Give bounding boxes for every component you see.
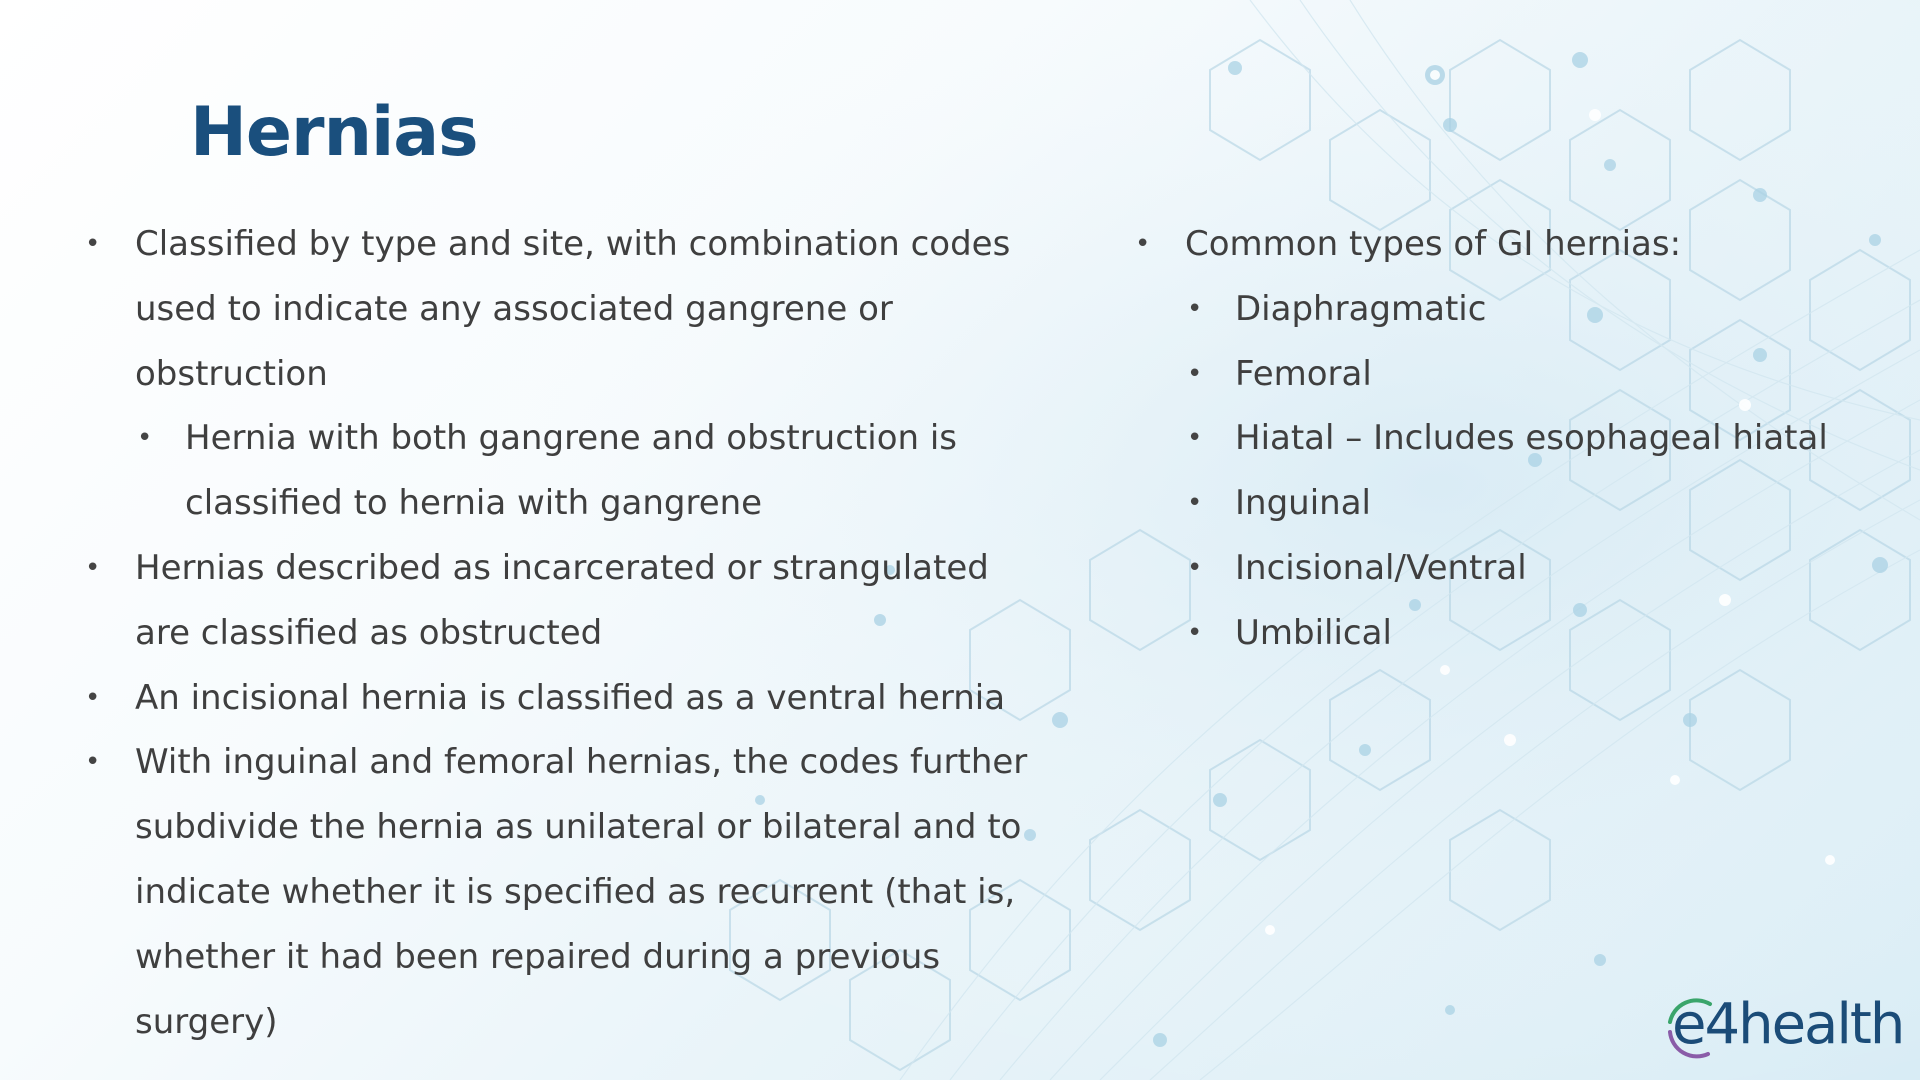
bullet-item: • Common types of GI hernias: [1135, 212, 1895, 277]
bullet-item: • Hernias described as incarcerated or strangulated are classified as obstructed [85, 536, 1030, 666]
e4health-logo [1660, 990, 1904, 1060]
sub-bullet-item: • Diaphragmatic [1135, 277, 1895, 342]
sub-bullet-item: • Hernia with both gangrene and obstruction is classified to hernia with gangrene [85, 406, 1030, 536]
left-bullet-list [85, 212, 1030, 1054]
bullet-item: • Classified by type and site, with combination codes used to indicate any associated gangrene or obstruction [85, 212, 1030, 406]
right-bullet-list [1135, 212, 1895, 666]
slide-title: Hernias [190, 93, 478, 172]
sub-bullet-item: • Hiatal – Includes esophageal hiatal [1135, 406, 1895, 471]
logo-text: e4health [1672, 992, 1904, 1057]
sub-bullet-item: • Incisional/Ventral [1135, 536, 1895, 601]
sub-bullet-item: • Umbilical [1135, 601, 1895, 666]
bullet-item: • An incisional hernia is classified as a ventral hernia [85, 666, 1030, 731]
sub-bullet-item: • Femoral [1135, 342, 1895, 407]
sub-bullet-item: • Inguinal [1135, 471, 1895, 536]
bullet-item: • With inguinal and femoral hernias, the codes further subdivide the hernia as unilateral or bilateral and to indicate whether it is specified as recurrent (that is, whether it had been repaired during a previous surgery) [85, 730, 1030, 1054]
